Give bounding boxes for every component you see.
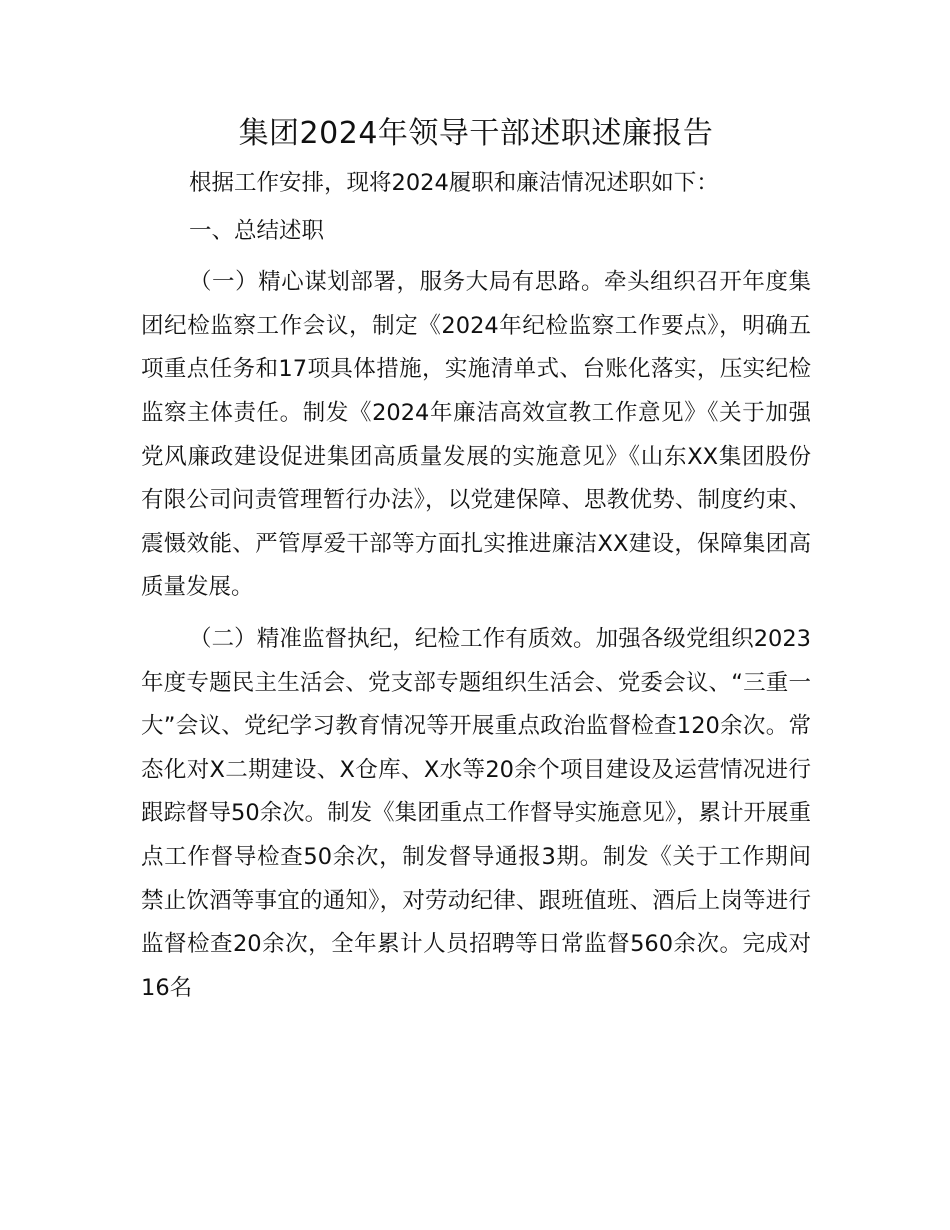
document-title: 集团2024年领导干部述职述廉报告	[238, 116, 714, 151]
document-page	[141, 108, 811, 1018]
section-heading: 一、总结述职	[189, 217, 325, 244]
paragraph-2: （二）精准监督执纪，纪检工作有质效。加强各级党组织2023年度专题民主生活会、党支部专题组织生活会、党委会议、“三重一大”会议、党纪学习教育情况等开展重点政治监督检查120余次。常态化对X二期建设、X仓库、X水等20余个项目建设及运营情况进行跟踪督导50余次。制发《集团重点工作督导实施意见》，累计开展重点工作督导检查50余次，制发督导通报3期。制发《关于工作期间禁止饮酒等事宜的通知》，对劳动纪律、跟班值班、酒后上岗等进行监督检查20余次，全年累计人员招聘等日常监督560余次。完成对16名	[141, 625, 811, 1001]
paragraph-1: （一）精心谋划部署，服务大局有思路。牵头组织召开年度集团纪检监察工作会议，制定《2024年纪检监察工作要点》，明确五项重点任务和17项具体措施，实施清单式、台账化落实，压实纪检监察主体责任。制发《2024年廉洁高效宣教工作意见》《关于加强党风廉政建设促进集团高质量发展的实施意见》《山东XX集团股份有限公司问责管理暂行办法》，以党建保障、思教优势、制度约束、震慑效能、严管厚爱干部等方面扎实推进廉洁XX建设，保障集团高质量发展。	[141, 269, 811, 601]
intro-paragraph: 根据工作安排，现将2024履职和廉洁情况述职如下：	[189, 170, 719, 196]
